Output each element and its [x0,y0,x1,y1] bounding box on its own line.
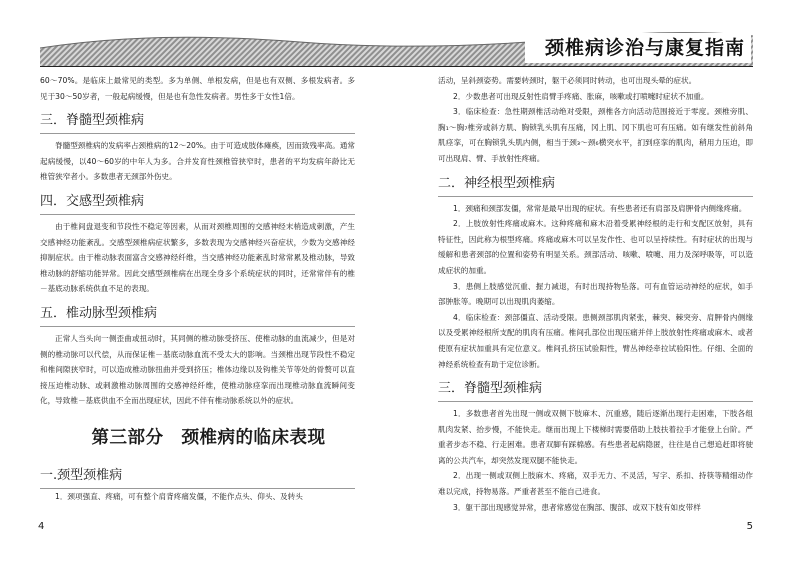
intro-paragraph: 60～70%。是临床上最常见的类型。多为单侧、单根发病，但是也有双侧、多根发病者。多见于30～50岁者，一般起病缓慢，但是也有急性发病者。男性多于女性1倍。 [40,76,355,101]
paragraph: 脊髓型颈椎病的发病率占颈椎病的12～20%。由于可造成肢体瘫痪，因而致残率高。通常起病缓慢，以40～60岁的中年人为多。合并发育性颈椎管狭窄时，患者的平均发病年龄比无椎管狭窄者小。多数患者无颈部外伤史。 [40,141,355,182]
paragraph: 活动，呈斜颈姿势。需要转颈时，躯干必须同时转动，也可出现头晕的症状。 [438,76,697,85]
paragraph: 4．临床检查：颈部僵直、活动受限。患侧颈部肌肉紧张，棘突、棘突旁、肩胛骨内侧缘以及受累神经根所支配的肌肉有压痛。椎间孔部位出现压痛并伴上肢放射性疼痛或麻木、或者使原有症状加重具有定位意义。椎间孔挤压试验阳性，臂丛神经牵拉试验阳性。仔细、全面的神经系统检查有助于定位诊断。 [438,312,753,369]
paragraph: 1．颈项强直、疼痛，可有整个肩背疼痛发僵，不能作点头、仰头、及转头 [55,491,303,501]
right-page-column [438,73,753,515]
section-heading-myelopathy-right: 三．脊髓型颈椎病 [438,376,753,402]
paragraph: 3．患侧上肢感觉沉重、握力减退，有时出现持物坠落。可有血管运动神经的症状，如手部肿胀等。晚期可以出现肌肉萎缩。 [438,281,753,307]
section-heading-sympathetic: 四．交感型颈椎病 [40,189,355,215]
part-title: 第三部分 颈椎病的临床表现 [91,427,326,448]
paragraph: 3．躯干部出现感觉异常，患者常感觉在胸部、腹部、或双下肢有如皮带样 [453,502,701,512]
page-number-right: 5 [746,521,753,532]
page-number-left: 4 [38,521,45,532]
section-heading-myelopathy: 三．脊髓型颈椎病 [40,108,355,134]
paragraph: 1．多数患者首先出现一侧或双侧下肢麻木、沉重感，随后逐渐出现行走困难，下肢各组肌肉发紧、抬步慢，不能快走。继而出现上下楼梯时需要借助上肢扶着拉手才能登上台阶。严重者步态不稳、行走困难。患者双脚有踩棉感。有些患者起病隐匿，往往是自己想追赶即将驶离的公共汽车，却突然发现双腿不能快走。 [438,409,753,465]
paragraph: 正常人当头向一侧歪曲或扭动时，其同侧的椎动脉受挤压、使椎动脉的血流减少，但是对侧的椎动脉可以代偿，从而保证椎－基底动脉血流不受太大的影响。当颈椎出现节段性不稳定和椎间隙狭窄时，可以造成椎动脉扭曲并受到挤压；椎体边缘以及钩椎关节等处的骨赘可以直接压迫椎动脉、或刺激椎动脉周围的交感神经纤维，使椎动脉痉挛而出现椎动脉血流瞬间变化，导致椎－基底供血不全而出现症状，因此不伴有椎动脉系统以外的症状。 [40,333,355,406]
paragraph: 2．出现一侧或双侧上肢麻木、疼痛，双手无力、不灵活，写字、系扣、持筷等精细动作难以完成，持物易落。严重者甚至不能自己进食。 [438,471,753,497]
paragraph: 2．少数患者可出现反射性肩臂手疼痛、胀麻，咳嗽或打喷嚏时症状不加重。 [453,91,709,101]
paragraph: 由于椎间盘退变和节段性不稳定等因素，从而对颈椎周围的交感神经末梢造成刺激，产生交感神经功能紊乱。交感型颈椎病症状繁多，多数表现为交感神经兴奋症状，少数为交感神经抑制症状。由于椎动脉表面富含交感神经纤维，当交感神经功能紊乱时常常累及椎动脉，导致椎动脉的舒缩功能异常。因此交感型颈椎病在出现全身多个系统症状的同时，还常常伴有的椎－基底动脉系统供血不足的表现。 [40,221,355,294]
header-divider [40,66,753,67]
section-heading-vertebral-artery: 五．椎动脉型颈椎病 [40,301,355,327]
left-page-column [40,73,355,505]
section-heading-cervical-type: 一.颈型颈椎病 [40,463,355,489]
paragraph: 3．临床检查：急性期颈椎活动绝对受限，颈椎各方向活动范围接近于零度。颈椎旁肌、胸₁～胸₇椎旁或斜方肌、胸锁乳头肌有压痛，冈上肌、冈下肌也可有压痛。如有继发性前斜角肌痉挛，可在胸锁乳头肌内侧，相当于颈₃～颈₆横突水平，扪到痉挛的肌肉，稍用力压迫，即可出现肩、臂、手放射性疼痛。 [438,107,753,163]
paragraph: 1．颈痛和颈部发僵，常常是最早出现的症状。有些患者还有肩部及肩胛骨内侧缘疼痛。 [453,203,747,213]
section-heading-radiculopathy: 二．神经根型颈椎病 [438,171,753,197]
header-title: 颈椎病诊治与康复指南 [525,33,751,63]
paragraph: 2．上肢放射性疼痛或麻木。这种疼痛和麻木沿着受累神经根的走行和支配区放射，具有特征性，因此称为根型疼痛。疼痛或麻木可以呈发作性、也可以呈持续性。有时症状的出现与缓解和患者颈部的位置和姿势有明显关系。颈部活动、咳嗽、喷嚏、用力及深呼吸等，可以造成症状的加重。 [438,219,753,275]
